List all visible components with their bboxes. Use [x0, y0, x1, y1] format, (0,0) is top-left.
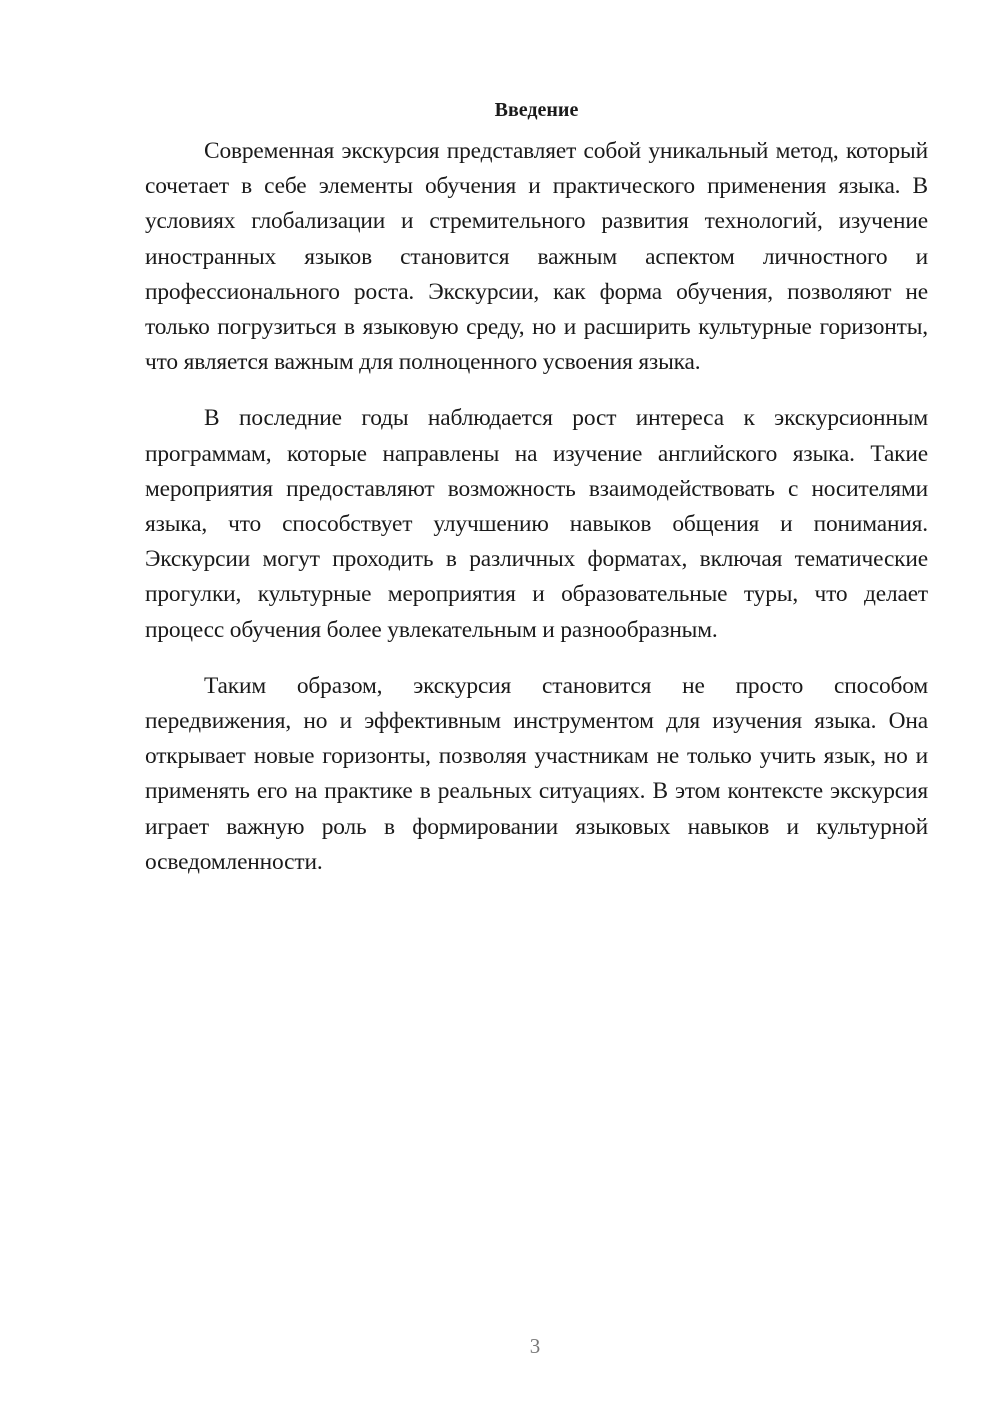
- paragraph-3: Таким образом, экскурсия становится не просто способом передвижения, но и эффективным инструментом для изучения языка. Она открывает новые горизонты, позволяя участникам не только учить язык, но и применять его на практике в реальных ситуациях. В этом контексте экскурсия играет важную роль в формировании языковых навыков и культурной осведомленности.: [145, 672, 928, 875]
- paragraph-1: Современная экскурсия представляет собой уникальный метод, который сочетает в себе элементы обучения и практического применения языка. В условиях глобализации и стремительного развития технологий, изучение иностранных языков становится важным аспектом личностного и профессионального роста. Экскурсии, как форма обучения, позволяют не только погрузиться в языковую среду, но и расширить культурные горизонты, что является важным для полноценного усвоения языка.: [145, 138, 928, 376]
- paragraph-2: В последние годы наблюдается рост интереса к экскурсионным программам, которые направлены на изучение английского языка. Такие мероприятия предоставляют возможность взаимодействовать с носителями языка, что способствует улучшению навыков общения и понимания. Экскурсии могут проходить в различных форматах, включая тематические прогулки, культурные мероприятия и образовательные туры, что делает процесс обучения более увлекательным и разнообразным.: [145, 405, 928, 643]
- document-page: [145, 92, 928, 901]
- section-title: Введение: [494, 99, 579, 121]
- page-number: 3: [529, 1334, 541, 1358]
